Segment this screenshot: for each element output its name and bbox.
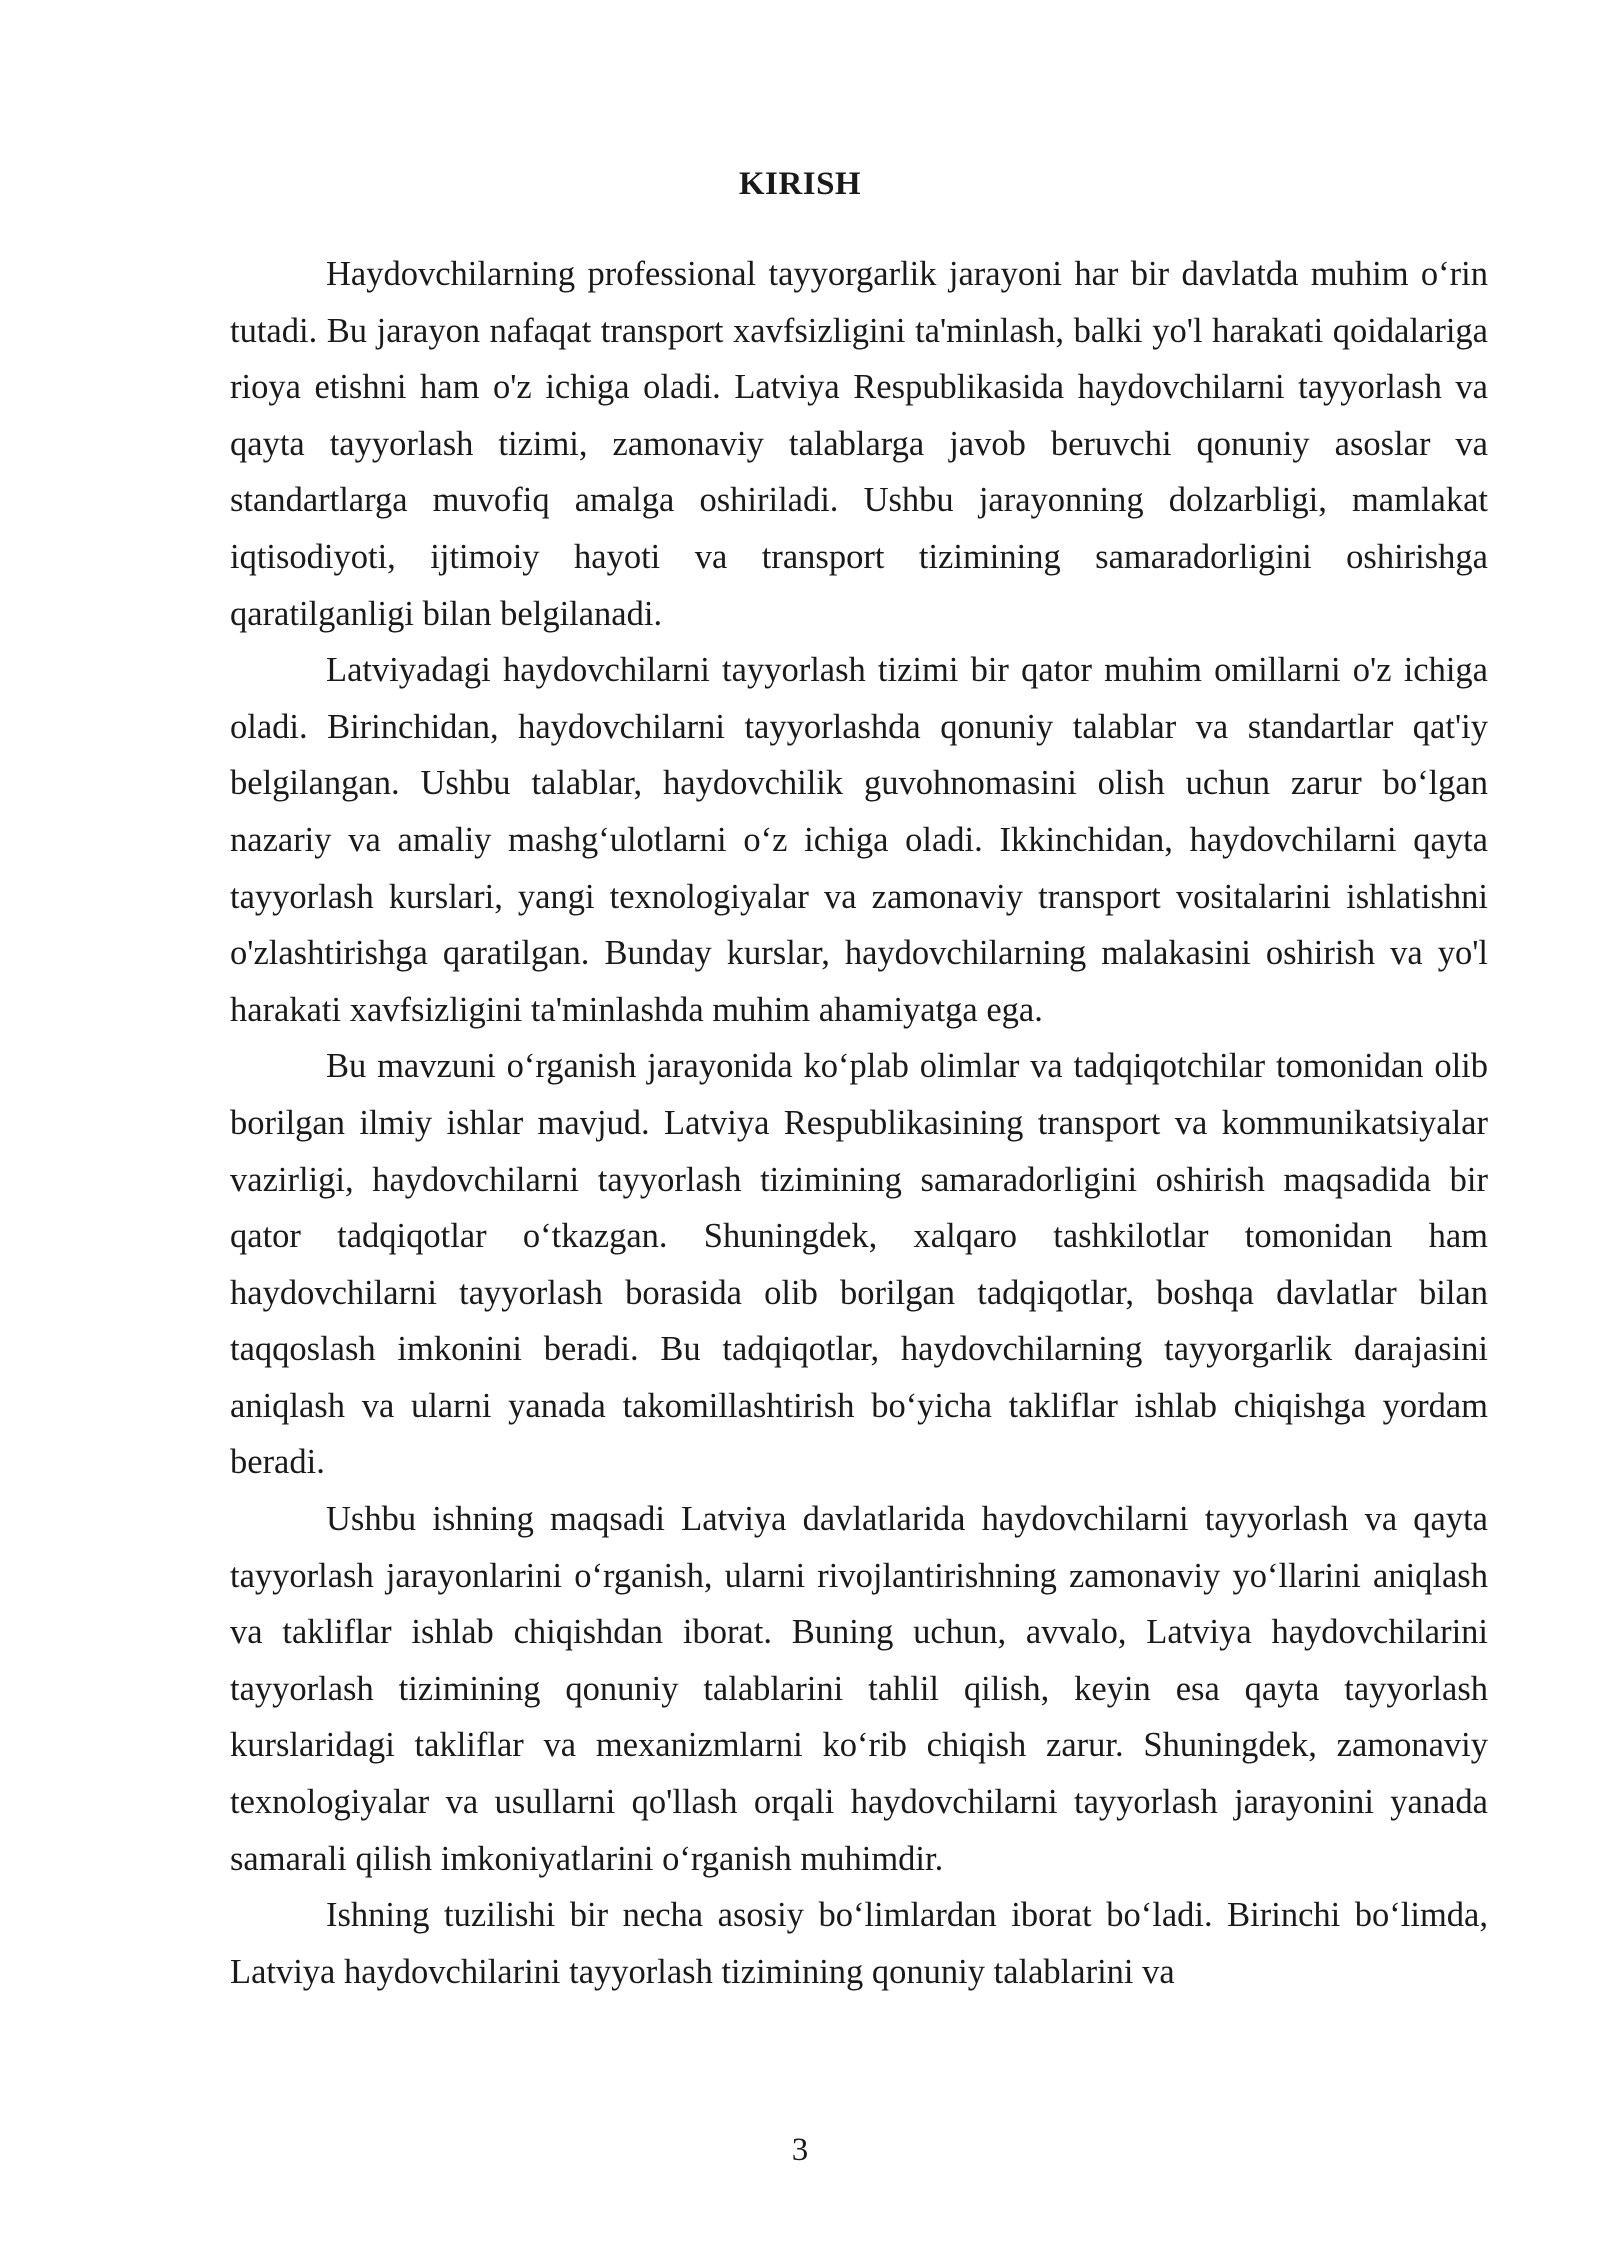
paragraph-5: Ishning tuzilishi bir necha asosiy bo‘limlardan iborat bo‘ladi. Birinchi bo‘limda, Latviya haydovchilarini tayyorlash tizimining qonuniy talablarini va (230, 1896, 1488, 1991)
paragraph-4: Ushbu ishning maqsadi Latviya davlatlarida haydovchilarni tayyorlash va qayta tayyorlash jarayonlarini o‘rganish, ularni rivojlantirishning zamonaviy yo‘llarini aniqlash va takliflar ishlab chiqishdan iborat. Buning uchun, avvalo, Latviya haydovchilarini tayyorlash tizimining qonuniy talablarini tahlil qilish, keyin esa qayta tayyorlash kurslaridagi takliflar va mexanizmlarni ko‘rib chiqish zarur. Shuningdek, zamonaviy texnologiyalar va usullarni qo'llash orqali haydovchilarni tayyorlash jarayonini yanada samarali qilish imkoniyatlarini o‘rganish muhimdir. (230, 1500, 1488, 1878)
paragraph-2: Latviyadagi haydovchilarni tayyorlash tizimi bir qator muhim omillarni o'z ichiga oladi. Birinchidan, haydovchilarni tayyorlashda qonuniy talablar va standartlar qat'iy belgilangan. Ushbu talablar, haydovchilik guvohnomasini olish uchun zarur bo‘lgan nazariy va amaliy mashg‘ulotlarni o‘z ichiga oladi. Ikkinchidan, haydovchilarni qayta tayyorlash kurslari, yangi texnologiyalar va zamonaviy transport vositalarini ishlatishni o'zlashtirishga qaratilgan. Bunday kurslar, haydovchilarning malakasini oshirish va yo'l harakati xavfsizligini ta'minlashda muhim ahamiyatga ega. (230, 651, 1488, 1029)
paragraph-3: Bu mavzuni o‘rganish jarayonida ko‘plab olimlar va tadqiqotchilar tomonidan olib borilgan ilmiy ishlar mavjud. Latviya Respublikasining transport va kommunikatsiyalar vazirligi, haydovchilarni tayyorlash tizimining samaradorligini oshirish maqsadida bir qator tadqiqotlar o‘tkazgan. Shuningdek, xalqaro tashkilotlar tomonidan ham haydovchilarni tayyorlash borasida olib borilgan tadqiqotlar, boshqa davlatlar bilan taqqoslash imkonini beradi. Bu tadqiqotlar, haydovchilarning tayyorgarlik darajasini aniqlash va ularni yanada takomillashtirish bo‘yicha takliflar ishlab chiqishga yordam beradi. (230, 1047, 1488, 1482)
paragraph-1: Haydovchilarning professional tayyorgarlik jarayoni har bir davlatda muhim o‘rin tutadi. Bu jarayon nafaqat transport xavfsizligini ta'minlash, balki yo'l harakati qoidalariga rioya etishni ham o'z ichiga oladi. Latviya Respublikasida haydovchilarni tayyorlash va qayta tayyorlash tizimi, zamonaviy talablarga javob beruvchi qonuniy asoslar va standartlarga muvofiq amalga oshiriladi. Ushbu jarayonning dolzarbligi, mamlakat iqtisodiyoti, ijtimoiy hayoti va transport tizimining samaradorligini oshirishga qaratilganligi bilan belgilanadi. (230, 255, 1488, 633)
page-number: 3 (791, 2132, 809, 2168)
body-text (230, 246, 1488, 2000)
page-title: KIRISH (738, 166, 862, 202)
